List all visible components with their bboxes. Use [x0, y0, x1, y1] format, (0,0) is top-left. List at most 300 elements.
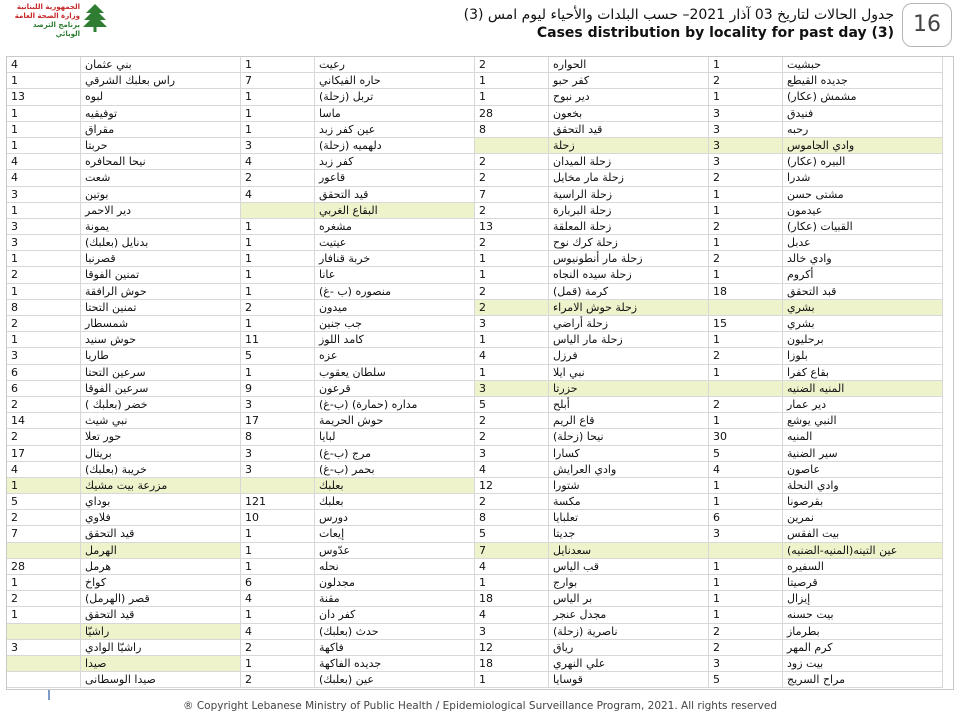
locality-cell: وادي خالد	[783, 251, 943, 267]
locality-cell: مزرعة بيت مشيك	[81, 478, 241, 494]
locality-cell: مشغره	[315, 219, 475, 235]
copyright-footer: ® Copyright Lebanese Ministry of Public Health / Epidemiological Surveillance Program, 2021. All rights reserved	[182, 700, 777, 712]
locality-cell: وادي العرايش	[549, 462, 709, 478]
logo-line-3: برنامج الترصد الوبائي	[32, 21, 80, 38]
locality-cell: حوش سنيد	[81, 332, 241, 348]
case-count-cell: 1	[709, 57, 783, 73]
case-count-cell: 2	[475, 57, 549, 73]
case-count-cell: 2	[7, 316, 81, 332]
case-count-cell: 3	[7, 640, 81, 656]
case-count-cell	[475, 138, 549, 154]
locality-cell: نيحا المحافره	[81, 154, 241, 170]
locality-cell: زحلة مار الياس	[549, 332, 709, 348]
title-arabic: جدول الحالات لتاريخ 03 آذار 2021– حسب البلدات والأحياء ليوم امس (3)	[463, 7, 894, 23]
case-count-cell: 3	[7, 235, 81, 251]
locality-cell: عين (بعلبك)	[315, 672, 475, 688]
case-count-cell: 1	[241, 235, 315, 251]
case-count-cell: 1	[709, 478, 783, 494]
locality-cell: حاره الفيكاني	[315, 73, 475, 89]
locality-cell: بيت زود	[783, 656, 943, 672]
case-count-cell: 3	[709, 526, 783, 542]
locality-cell: بحمر (ب-غ)	[315, 462, 475, 478]
locality-cell: جديتا	[549, 526, 709, 542]
locality-cell: رياق	[549, 640, 709, 656]
locality-cell: حبشيت	[783, 57, 943, 73]
locality-cell: كسارا	[549, 446, 709, 462]
case-count-cell: 7	[475, 187, 549, 203]
locality-cell: نبي شيث	[81, 413, 241, 429]
locality-cell: البقاع الغربي	[315, 203, 475, 219]
locality-cell: بيت الفقس	[783, 526, 943, 542]
locality-cell: قب الياس	[549, 559, 709, 575]
case-count-cell: 1	[475, 575, 549, 591]
case-count-cell: 2	[7, 429, 81, 445]
case-count-cell: 6	[241, 575, 315, 591]
cases-column-2	[475, 57, 549, 689]
locality-cell: كفر زبد	[315, 154, 475, 170]
locality-cell: شمسطار	[81, 316, 241, 332]
case-count-cell: 1	[709, 332, 783, 348]
locality-cell: أكروم	[783, 267, 943, 283]
case-count-cell: 7	[241, 73, 315, 89]
case-count-cell: 1	[7, 106, 81, 122]
case-count-cell: 1	[475, 672, 549, 688]
title-english: Cases distribution by locality for past day (3)	[536, 25, 894, 41]
case-count-cell: 2	[475, 413, 549, 429]
locality-cell: عدّوس	[315, 543, 475, 559]
case-count-cell: 3	[241, 138, 315, 154]
case-count-cell: 4	[7, 154, 81, 170]
case-count-cell: 15	[709, 316, 783, 332]
locality-cell: زحلة مار مخايل	[549, 170, 709, 186]
locality-cell: دورس	[315, 510, 475, 526]
locality-cell: قوسايا	[549, 672, 709, 688]
locality-cell: منصوره (ب -غ)	[315, 284, 475, 300]
case-count-cell: 5	[475, 397, 549, 413]
page-titles	[464, 6, 894, 42]
case-count-cell: 1	[475, 251, 549, 267]
locality-cell: سرعين الفوقا	[81, 381, 241, 397]
locality-cell: صيدا الوسطانى	[81, 672, 241, 688]
locality-cell: رحبه	[783, 122, 943, 138]
case-count-cell: 1	[709, 235, 783, 251]
case-count-cell: 1	[241, 106, 315, 122]
case-count-cell: 1	[475, 89, 549, 105]
locality-cell: حوش الحريمة	[315, 413, 475, 429]
locality-cell: المنيه	[783, 429, 943, 445]
case-count-cell: 4	[475, 348, 549, 364]
locality-cell: البيره (عكار)	[783, 154, 943, 170]
case-count-cell: 14	[7, 413, 81, 429]
case-count-cell: 3	[709, 154, 783, 170]
cedar-icon	[82, 3, 108, 33]
locality-cell: قصرنبا	[81, 251, 241, 267]
case-count-cell: 2	[709, 397, 783, 413]
case-count-cell: 1	[475, 332, 549, 348]
case-count-cell: 2	[475, 429, 549, 445]
locality-cell: دير عمار	[783, 397, 943, 413]
case-count-cell	[709, 300, 783, 316]
locality-cell: راشيّا	[81, 624, 241, 640]
case-count-cell: 2	[475, 494, 549, 510]
case-count-cell: 3	[709, 138, 783, 154]
case-count-cell: 1	[709, 187, 783, 203]
locality-cell: بشري	[783, 316, 943, 332]
case-count-cell: 4	[475, 559, 549, 575]
case-count-cell: 1	[7, 478, 81, 494]
locality-cell: بدنايل (بعلبك)	[81, 235, 241, 251]
locality-cell: نحله	[315, 559, 475, 575]
locality-cell: زحلة كرك نوح	[549, 235, 709, 251]
locality-cell: مقنة	[315, 591, 475, 607]
locality-cell: شتورا	[549, 478, 709, 494]
locality-cell: الهرمل	[81, 543, 241, 559]
locality-cell: زحلة الراسية	[549, 187, 709, 203]
case-count-cell: 5	[241, 348, 315, 364]
locality-cell: مجدل عنجر	[549, 607, 709, 623]
case-count-cell: 8	[475, 510, 549, 526]
locality-cell: عدبل	[783, 235, 943, 251]
case-count-cell: 4	[241, 187, 315, 203]
cases-table	[6, 56, 954, 690]
case-count-cell: 12	[475, 640, 549, 656]
locality-cell: حور تعلا	[81, 429, 241, 445]
case-count-cell: 2	[709, 624, 783, 640]
locality-cell: كامد اللوز	[315, 332, 475, 348]
case-count-cell: 13	[7, 89, 81, 105]
case-count-cell	[241, 203, 315, 219]
case-count-cell: 2	[475, 154, 549, 170]
locality-cell: تربل (زحلة)	[315, 89, 475, 105]
locality-cell: إيزال	[783, 591, 943, 607]
case-count-cell: 1	[241, 526, 315, 542]
case-count-cell: 1	[241, 57, 315, 73]
case-count-cell: 2	[7, 591, 81, 607]
locality-cell: كواخ	[81, 575, 241, 591]
locality-cell: قرصيتا	[783, 575, 943, 591]
locality-cell: زحلة البربارة	[549, 203, 709, 219]
locality-cell: كرمة (قمل)	[549, 284, 709, 300]
case-count-cell: 3	[475, 446, 549, 462]
locality-cell: زحلة حوش الامراء	[549, 300, 709, 316]
locality-cell: عين كفر زبد	[315, 122, 475, 138]
locality-cell: ناصرية (زحلة)	[549, 624, 709, 640]
case-count-cell: 3	[7, 219, 81, 235]
locality-cell: بوتين	[81, 187, 241, 203]
case-count-cell: 1	[7, 251, 81, 267]
case-count-cell: 1	[7, 73, 81, 89]
case-count-cell: 3	[709, 106, 783, 122]
case-count-cell: 6	[709, 510, 783, 526]
locality-cell: النبي يوشع	[783, 413, 943, 429]
case-count-cell: 4	[709, 462, 783, 478]
case-count-cell: 1	[7, 203, 81, 219]
locality-cell: دير الاحمر	[81, 203, 241, 219]
case-count-cell: 3	[709, 122, 783, 138]
case-count-cell: 1	[241, 89, 315, 105]
case-count-cell	[709, 381, 783, 397]
logo-text	[8, 3, 80, 39]
locality-cell: رعيت	[315, 57, 475, 73]
locality-cell: كرم المهر	[783, 640, 943, 656]
case-count-cell: 1	[241, 267, 315, 283]
case-count-cell: 4	[7, 462, 81, 478]
case-count-cell: 1	[7, 575, 81, 591]
locality-cell: عزه	[315, 348, 475, 364]
locality-cell: مراح السريج	[783, 672, 943, 688]
case-count-cell: 4	[241, 154, 315, 170]
locality-column-4	[81, 57, 241, 689]
locality-cell: دير نبوح	[549, 89, 709, 105]
case-count-cell: 2	[7, 267, 81, 283]
locality-cell: بشري	[783, 300, 943, 316]
locality-cell: زحلة	[549, 138, 709, 154]
case-count-cell: 1	[709, 591, 783, 607]
case-count-cell: 1	[241, 543, 315, 559]
case-count-cell: 3	[241, 462, 315, 478]
case-count-cell: 2	[475, 284, 549, 300]
case-count-cell: 3	[241, 446, 315, 462]
case-count-cell: 11	[241, 332, 315, 348]
locality-cell: بيت حسنه	[783, 607, 943, 623]
locality-cell: قيد التحقق	[549, 122, 709, 138]
locality-cell: بريتال	[81, 446, 241, 462]
case-count-cell: 121	[241, 494, 315, 510]
case-count-cell: 4	[7, 57, 81, 73]
locality-cell: زحلة المعلقة	[549, 219, 709, 235]
case-count-cell: 2	[475, 170, 549, 186]
locality-cell: لبايا	[315, 429, 475, 445]
case-count-cell: 1	[7, 284, 81, 300]
locality-cell: قاع الريم	[549, 413, 709, 429]
locality-cell: مداره (حمارة) (ب-غ)	[315, 397, 475, 413]
case-count-cell: 1	[241, 122, 315, 138]
case-count-cell: 1	[709, 365, 783, 381]
locality-cell: عيدمون	[783, 203, 943, 219]
locality-cell: دلهميه (زحلة)	[315, 138, 475, 154]
case-count-cell: 2	[475, 203, 549, 219]
case-count-cell: 1	[7, 138, 81, 154]
locality-cell: تعلبايا	[549, 510, 709, 526]
case-count-cell: 12	[475, 478, 549, 494]
case-count-cell	[241, 478, 315, 494]
ministry-logo	[8, 3, 108, 38]
cases-column-1	[709, 57, 783, 689]
locality-cell: عاصون	[783, 462, 943, 478]
locality-cell: جديده الفاكهة	[315, 656, 475, 672]
case-count-cell: 3	[241, 397, 315, 413]
locality-cell: نمرين	[783, 510, 943, 526]
locality-cell: زحلة مار أنطونيوس	[549, 251, 709, 267]
case-count-cell: 2	[709, 251, 783, 267]
page-number: 16	[902, 3, 952, 47]
case-count-cell: 4	[475, 462, 549, 478]
locality-cell: ماسا	[315, 106, 475, 122]
locality-cell: سرعين التحتا	[81, 365, 241, 381]
locality-cell: خربة قنافار	[315, 251, 475, 267]
case-count-cell: 4	[241, 624, 315, 640]
locality-cell: بقاع كفرا	[783, 365, 943, 381]
case-count-cell: 4	[7, 170, 81, 186]
case-count-cell	[7, 543, 81, 559]
locality-cell: سعدنايل	[549, 543, 709, 559]
locality-cell: لبوه	[81, 89, 241, 105]
locality-cell: مشتى حسن	[783, 187, 943, 203]
locality-cell: ميدون	[315, 300, 475, 316]
case-count-cell: 1	[709, 575, 783, 591]
case-count-cell: 1	[475, 365, 549, 381]
locality-cell: شدرا	[783, 170, 943, 186]
locality-cell: مرج (ب-غ)	[315, 446, 475, 462]
locality-cell: صيدا	[81, 656, 241, 672]
case-count-cell: 2	[475, 300, 549, 316]
case-count-cell: 2	[709, 73, 783, 89]
case-count-cell: 5	[475, 526, 549, 542]
case-count-cell: 18	[709, 284, 783, 300]
locality-cell: فاكهة	[315, 640, 475, 656]
logo-line-1: الجمهورية اللبنانية	[16, 3, 80, 11]
case-count-cell: 2	[709, 170, 783, 186]
case-count-cell	[709, 543, 783, 559]
locality-cell: قبد التحقق	[783, 284, 943, 300]
locality-cell: قرعون	[315, 381, 475, 397]
locality-cell: زحلة الميدان	[549, 154, 709, 170]
case-count-cell: 1	[709, 89, 783, 105]
case-count-cell: 8	[7, 300, 81, 316]
locality-cell: بوارج	[549, 575, 709, 591]
locality-cell: وادي النحلة	[783, 478, 943, 494]
locality-cell: أبلح	[549, 397, 709, 413]
cases-column-3	[241, 57, 315, 689]
locality-cell: برحليون	[783, 332, 943, 348]
case-count-cell: 18	[475, 656, 549, 672]
locality-cell: راس بعلبك الشرقي	[81, 73, 241, 89]
locality-cell: قيد التحقق	[81, 526, 241, 542]
case-count-cell: 8	[475, 122, 549, 138]
locality-cell: بني عثمان	[81, 57, 241, 73]
locality-cell: خريبة (بعلبك)	[81, 462, 241, 478]
locality-cell: زحلة أراضي	[549, 316, 709, 332]
case-count-cell: 13	[475, 219, 549, 235]
locality-cell: بر الياس	[549, 591, 709, 607]
locality-cell: بوداي	[81, 494, 241, 510]
case-count-cell: 9	[241, 381, 315, 397]
case-count-cell: 1	[709, 413, 783, 429]
case-count-cell: 1	[241, 656, 315, 672]
case-count-cell: 4	[241, 591, 315, 607]
case-count-cell: 17	[241, 413, 315, 429]
locality-cell: إيعات	[315, 526, 475, 542]
locality-column-2	[549, 57, 709, 689]
locality-cell: القبيات (عكار)	[783, 219, 943, 235]
case-count-cell: 18	[475, 591, 549, 607]
case-count-cell: 1	[7, 332, 81, 348]
case-count-cell: 30	[709, 429, 783, 445]
case-count-cell: 2	[709, 219, 783, 235]
case-count-cell: 1	[709, 559, 783, 575]
locality-cell: سلطان يعقوب	[315, 365, 475, 381]
locality-cell: توفيقيه	[81, 106, 241, 122]
locality-cell: قيد التحقق	[81, 607, 241, 623]
case-count-cell: 3	[7, 348, 81, 364]
locality-cell: سير الضنية	[783, 446, 943, 462]
case-count-cell: 5	[709, 446, 783, 462]
case-count-cell: 5	[709, 672, 783, 688]
case-count-cell: 8	[241, 429, 315, 445]
case-count-cell: 1	[241, 284, 315, 300]
locality-cell: كفر حبو	[549, 73, 709, 89]
case-count-cell: 1	[709, 203, 783, 219]
locality-cell: جديده القيطع	[783, 73, 943, 89]
locality-cell: يمونة	[81, 219, 241, 235]
case-count-cell: 1	[475, 267, 549, 283]
case-count-cell: 5	[7, 494, 81, 510]
locality-cell: حوش الرافقة	[81, 284, 241, 300]
locality-cell: شعت	[81, 170, 241, 186]
locality-cell: عين التينه(المنيه-الضنيه)	[783, 543, 943, 559]
case-count-cell: 3	[7, 187, 81, 203]
case-count-cell: 1	[7, 122, 81, 138]
locality-cell: جب جنين	[315, 316, 475, 332]
logo-line-2: وزارة الصحة العامة	[14, 12, 80, 20]
locality-cell: مجدلون	[315, 575, 475, 591]
locality-cell: خضر (بعلبك )	[81, 397, 241, 413]
case-count-cell: 1	[7, 607, 81, 623]
case-count-cell: 1	[709, 494, 783, 510]
locality-cell: الحواره	[549, 57, 709, 73]
case-count-cell: 17	[7, 446, 81, 462]
locality-cell: قيد التحقق	[315, 187, 475, 203]
locality-cell: نبي ايلا	[549, 365, 709, 381]
locality-cell: بلوزا	[783, 348, 943, 364]
case-count-cell: 2	[709, 348, 783, 364]
locality-cell: المنيه الضنيه	[783, 381, 943, 397]
case-count-cell	[7, 656, 81, 672]
locality-cell: تمنين الفوقا	[81, 267, 241, 283]
case-count-cell: 1	[241, 316, 315, 332]
case-count-cell: 2	[7, 397, 81, 413]
case-count-cell	[7, 672, 81, 688]
locality-cell: قصر (الهرمل)	[81, 591, 241, 607]
case-count-cell: 1	[241, 559, 315, 575]
case-count-cell: 1	[709, 607, 783, 623]
footer-divider	[48, 690, 50, 700]
case-count-cell: 1	[709, 267, 783, 283]
locality-cell: مكسة	[549, 494, 709, 510]
case-count-cell: 7	[475, 543, 549, 559]
locality-cell: السفيره	[783, 559, 943, 575]
locality-cell: راشيّا الوادي	[81, 640, 241, 656]
locality-cell: حدث (بعلبك)	[315, 624, 475, 640]
locality-cell: نيحا (زحلة)	[549, 429, 709, 445]
locality-cell: كفر دان	[315, 607, 475, 623]
locality-column-1	[783, 57, 943, 689]
case-count-cell: 6	[7, 365, 81, 381]
locality-cell: زحلة سيده النجاه	[549, 267, 709, 283]
cases-column-4	[7, 57, 81, 689]
locality-cell: عانا	[315, 267, 475, 283]
case-count-cell: 2	[241, 640, 315, 656]
case-count-cell: 2	[241, 170, 315, 186]
case-count-cell: 6	[7, 381, 81, 397]
case-count-cell: 1	[241, 219, 315, 235]
case-count-cell: 2	[475, 235, 549, 251]
case-count-cell: 1	[241, 251, 315, 267]
locality-cell: وادي الجاموس	[783, 138, 943, 154]
locality-cell: بقرصونا	[783, 494, 943, 510]
case-count-cell: 3	[709, 656, 783, 672]
case-count-cell: 1	[475, 73, 549, 89]
